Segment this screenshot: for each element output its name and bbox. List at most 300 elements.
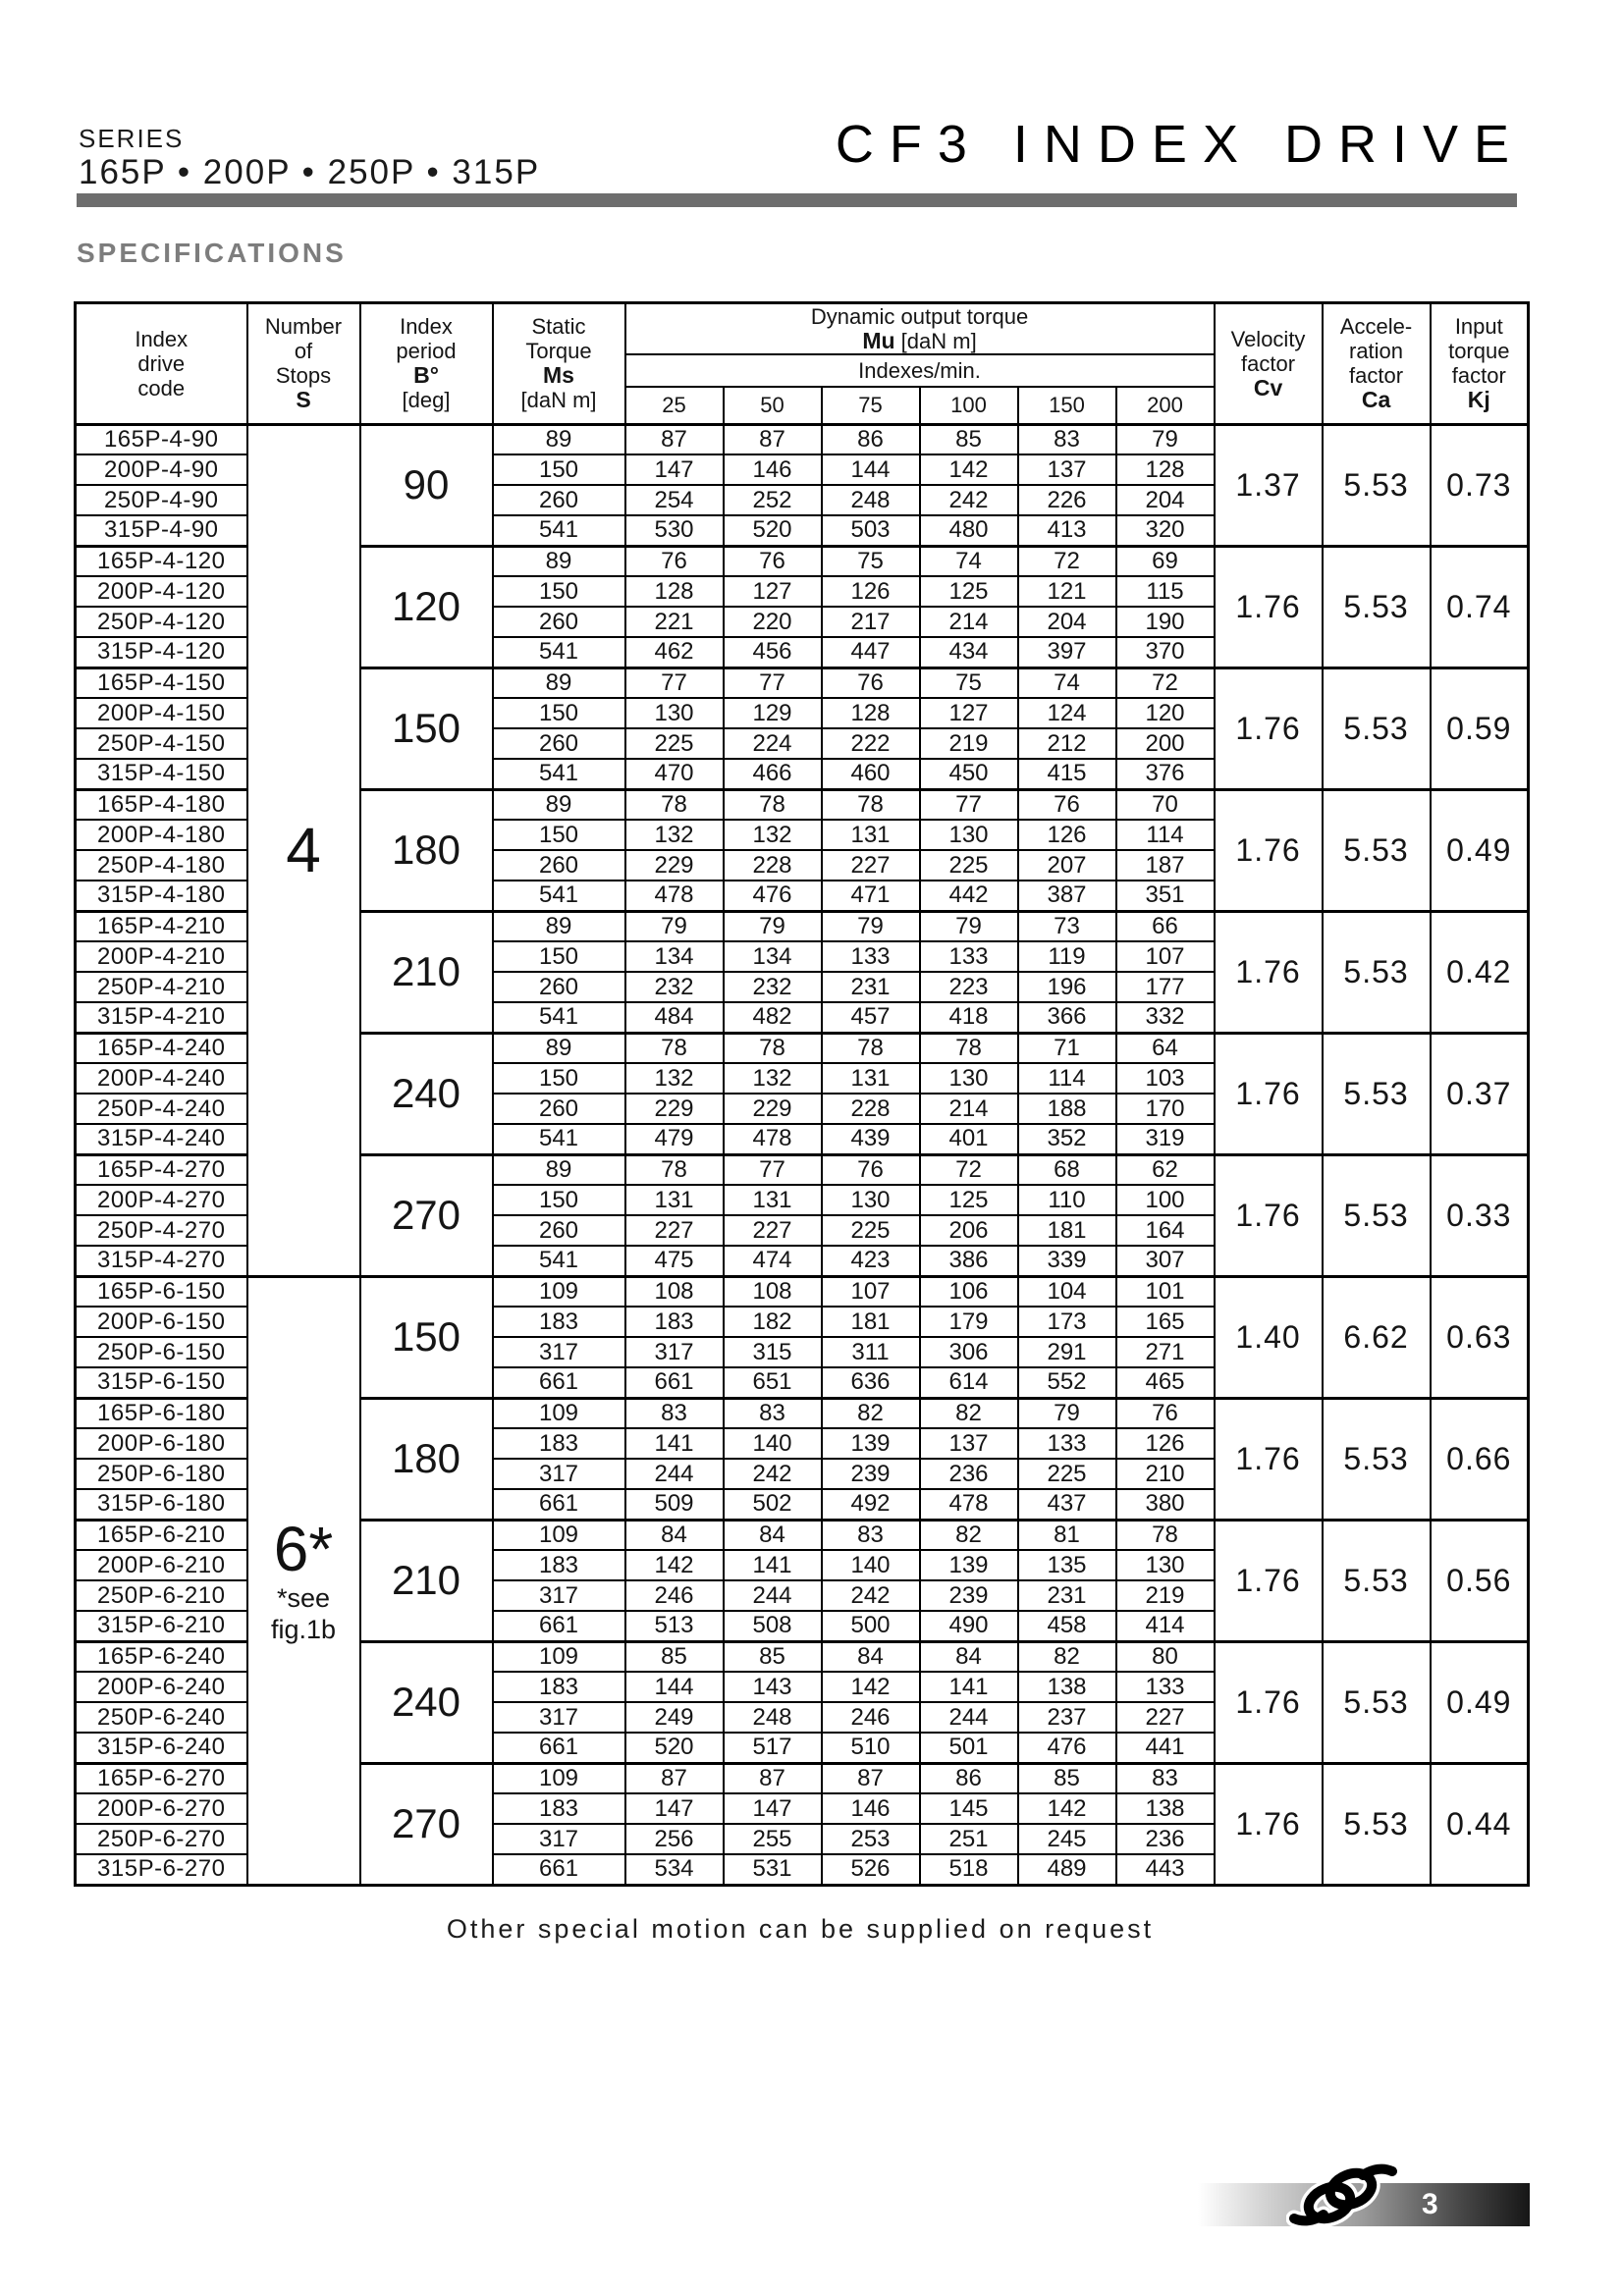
dynamic-torque-cell: 131 (625, 1185, 724, 1215)
index-drive-code-cell: 165P-4-120 (76, 546, 247, 576)
page-number: 3 (1422, 2188, 1438, 2220)
dynamic-torque-cell: 315 (724, 1337, 822, 1367)
index-drive-code-cell: 200P-4-90 (76, 454, 247, 485)
velocity-factor-cell: 1.40 (1215, 1276, 1323, 1398)
dynamic-torque-cell: 130 (1116, 1550, 1215, 1580)
input-torque-factor-cell: 0.56 (1431, 1520, 1529, 1641)
dynamic-torque-cell: 133 (1018, 1428, 1116, 1459)
velocity-factor-cell: 1.76 (1215, 667, 1323, 789)
dynamic-torque-cell: 69 (1116, 546, 1215, 576)
header-line: Torque (525, 339, 592, 364)
static-torque-cell: 317 (493, 1337, 625, 1367)
dynamic-torque-cell: 242 (724, 1459, 822, 1489)
dynamic-torque-cell: 82 (822, 1398, 920, 1428)
dynamic-torque-cell: 100 (1116, 1185, 1215, 1215)
index-drive-code-cell: 165P-4-150 (76, 667, 247, 698)
footer-note: Other special motion can be supplied on request (446, 1914, 1155, 1944)
stops-cell (247, 1276, 360, 1885)
dynamic-torque-cell: 214 (920, 607, 1018, 637)
dynamic-torque-cell: 84 (920, 1641, 1018, 1672)
header-unit: [daN m] (894, 329, 977, 353)
static-torque-cell: 317 (493, 1580, 625, 1611)
header-line: Accele- (1339, 314, 1413, 340)
dynamic-torque-cell: 380 (1116, 1489, 1215, 1520)
stops-value: 6* (273, 1514, 334, 1584)
dynamic-torque-cell: 244 (625, 1459, 724, 1489)
dynamic-torque-cell: 466 (724, 759, 822, 789)
dynamic-torque-cell: 142 (822, 1672, 920, 1702)
input-torque-factor-cell: 0.44 (1431, 1763, 1529, 1885)
dynamic-torque-cell: 220 (724, 607, 822, 637)
static-torque-cell: 317 (493, 1824, 625, 1854)
index-drive-code-cell: 200P-4-240 (76, 1063, 247, 1094)
header-symbol: Ms (543, 362, 574, 389)
dynamic-torque-cell: 242 (822, 1580, 920, 1611)
static-torque-cell: 183 (493, 1550, 625, 1580)
velocity-factor-cell: 1.76 (1215, 1520, 1323, 1641)
dynamic-torque-cell: 271 (1116, 1337, 1215, 1367)
dynamic-torque-cell: 227 (724, 1215, 822, 1246)
dynamic-torque-cell: 531 (724, 1854, 822, 1885)
company-logo-icon (1286, 2158, 1400, 2232)
dynamic-torque-cell: 246 (822, 1702, 920, 1733)
acceleration-factor-cell: 5.53 (1323, 911, 1431, 1033)
dynamic-torque-cell: 418 (920, 1002, 1018, 1033)
dynamic-torque-cell: 128 (822, 698, 920, 728)
stops-value: 4 (286, 815, 321, 885)
input-torque-factor-cell: 0.37 (1431, 1033, 1529, 1154)
col-header-acceleration-factor (1323, 303, 1431, 425)
header-line: Velocity (1230, 326, 1306, 351)
index-drive-code-cell: 315P-4-210 (76, 1002, 247, 1033)
dynamic-torque-cell: 502 (724, 1489, 822, 1520)
dynamic-torque-cell: 177 (1116, 972, 1215, 1002)
dynamic-torque-cell: 119 (1018, 941, 1116, 972)
static-torque-cell: 260 (493, 850, 625, 881)
static-torque-cell: 183 (493, 1307, 625, 1337)
index-drive-code-cell: 200P-4-120 (76, 576, 247, 607)
input-torque-factor-cell: 0.49 (1431, 1641, 1529, 1763)
static-torque-cell: 541 (493, 759, 625, 789)
dynamic-torque-cell: 462 (625, 637, 724, 667)
header-line: code (137, 375, 186, 400)
dynamic-torque-cell: 68 (1018, 1154, 1116, 1185)
header-line: Static (531, 314, 586, 340)
input-torque-factor-cell: 0.33 (1431, 1154, 1529, 1276)
static-torque-cell: 317 (493, 1702, 625, 1733)
static-torque-cell: 260 (493, 1094, 625, 1124)
dynamic-torque-cell: 236 (920, 1459, 1018, 1489)
input-torque-factor-cell: 0.73 (1431, 424, 1529, 546)
header-line: drive (137, 350, 186, 376)
dynamic-torque-cell: 84 (625, 1520, 724, 1550)
dynamic-torque-cell: 437 (1018, 1489, 1116, 1520)
dynamic-torque-cell: 81 (1018, 1520, 1116, 1550)
dynamic-torque-cell: 141 (724, 1550, 822, 1580)
dynamic-torque-cell: 66 (1116, 911, 1215, 941)
static-torque-cell: 109 (493, 1276, 625, 1307)
static-torque-cell: 183 (493, 1428, 625, 1459)
dynamic-torque-cell: 490 (920, 1611, 1018, 1641)
dynamic-torque-cell: 187 (1116, 850, 1215, 881)
dynamic-torque-cell: 339 (1018, 1246, 1116, 1276)
dynamic-torque-cell: 137 (920, 1428, 1018, 1459)
static-torque-cell: 89 (493, 424, 625, 454)
dynamic-torque-cell: 482 (724, 1002, 822, 1033)
dynamic-torque-cell: 475 (625, 1246, 724, 1276)
dynamic-torque-cell: 108 (724, 1276, 822, 1307)
dynamic-torque-cell: 74 (1018, 667, 1116, 698)
dynamic-torque-cell: 131 (822, 1063, 920, 1094)
dynamic-torque-cell: 510 (822, 1733, 920, 1763)
dynamic-torque-cell: 79 (625, 911, 724, 941)
table-row (76, 424, 1529, 454)
acceleration-factor-cell: 5.53 (1323, 789, 1431, 911)
static-torque-cell: 150 (493, 1063, 625, 1094)
index-drive-code-cell: 165P-4-90 (76, 424, 247, 454)
dynamic-torque-cell: 478 (724, 1124, 822, 1154)
static-torque-cell: 89 (493, 1154, 625, 1185)
header-line (626, 329, 1214, 353)
dynamic-torque-cell: 248 (724, 1702, 822, 1733)
dynamic-torque-cell: 78 (1116, 1520, 1215, 1550)
velocity-factor-cell: 1.76 (1215, 1763, 1323, 1885)
dynamic-torque-cell: 179 (920, 1307, 1018, 1337)
static-torque-cell: 183 (493, 1793, 625, 1824)
dynamic-torque-cell: 78 (625, 789, 724, 820)
dynamic-torque-cell: 134 (724, 941, 822, 972)
dynamic-torque-cell: 132 (724, 1063, 822, 1094)
dynamic-torque-cell: 311 (822, 1337, 920, 1367)
index-period-cell: 270 (360, 1154, 493, 1276)
index-drive-code-cell: 250P-6-210 (76, 1580, 247, 1611)
dynamic-torque-cell: 104 (1018, 1276, 1116, 1307)
static-torque-cell: 89 (493, 1033, 625, 1063)
dynamic-torque-cell: 219 (1116, 1580, 1215, 1611)
dynamic-torque-cell: 130 (920, 1063, 1018, 1094)
dynamic-torque-cell: 72 (1018, 546, 1116, 576)
dynamic-torque-cell: 520 (724, 515, 822, 546)
static-torque-cell: 150 (493, 576, 625, 607)
dynamic-torque-cell: 101 (1116, 1276, 1215, 1307)
dynamic-torque-cell: 139 (920, 1550, 1018, 1580)
dynamic-torque-cell: 223 (920, 972, 1018, 1002)
header-symbol: Ca (1361, 387, 1391, 413)
dynamic-torque-cell: 125 (920, 576, 1018, 607)
dynamic-torque-cell: 244 (724, 1580, 822, 1611)
header-symbol: Cv (1253, 374, 1283, 400)
dynamic-torque-cell: 79 (822, 911, 920, 941)
index-drive-code-cell: 250P-4-180 (76, 850, 247, 881)
dynamic-torque-cell: 78 (822, 789, 920, 820)
index-drive-code-cell: 315P-4-270 (76, 1246, 247, 1276)
static-torque-cell: 541 (493, 515, 625, 546)
index-period-cell: 150 (360, 1276, 493, 1398)
velocity-factor-cell: 1.76 (1215, 1641, 1323, 1763)
velocity-factor-cell: 1.76 (1215, 1033, 1323, 1154)
header-line: Number (264, 314, 343, 340)
dynamic-torque-cell: 414 (1116, 1611, 1215, 1641)
dynamic-torque-cell: 232 (724, 972, 822, 1002)
static-torque-cell: 661 (493, 1733, 625, 1763)
dynamic-torque-cell: 115 (1116, 576, 1215, 607)
velocity-factor-cell: 1.76 (1215, 546, 1323, 667)
dynamic-torque-cell: 143 (724, 1672, 822, 1702)
dynamic-torque-cell: 460 (822, 759, 920, 789)
dynamic-torque-cell: 86 (920, 1763, 1018, 1793)
dynamic-torque-cell: 387 (1018, 881, 1116, 911)
dynamic-torque-cell: 78 (625, 1154, 724, 1185)
dynamic-torque-cell: 183 (625, 1307, 724, 1337)
dynamic-torque-cell: 173 (1018, 1307, 1116, 1337)
dynamic-torque-cell: 144 (625, 1672, 724, 1702)
dynamic-torque-cell: 500 (822, 1611, 920, 1641)
dynamic-torque-cell: 332 (1116, 1002, 1215, 1033)
dynamic-torque-cell: 376 (1116, 759, 1215, 789)
dynamic-torque-cell: 147 (724, 1793, 822, 1824)
static-torque-cell: 661 (493, 1854, 625, 1885)
acceleration-factor-cell: 5.53 (1323, 1398, 1431, 1520)
dynamic-torque-cell: 249 (625, 1702, 724, 1733)
dynamic-torque-cell: 142 (1018, 1793, 1116, 1824)
dynamic-torque-cell: 291 (1018, 1337, 1116, 1367)
header-rule (77, 193, 1517, 207)
index-period-cell: 270 (360, 1763, 493, 1885)
dynamic-torque-cell: 128 (625, 576, 724, 607)
dynamic-torque-cell: 73 (1018, 911, 1116, 941)
index-drive-code-cell: 165P-4-270 (76, 1154, 247, 1185)
dynamic-torque-cell: 457 (822, 1002, 920, 1033)
dynamic-torque-cell: 76 (822, 1154, 920, 1185)
index-drive-code-cell: 200P-6-240 (76, 1672, 247, 1702)
dynamic-torque-cell: 79 (1116, 424, 1215, 454)
dynamic-torque-cell: 83 (625, 1398, 724, 1428)
dynamic-torque-cell: 76 (822, 667, 920, 698)
dynamic-torque-cell: 239 (822, 1459, 920, 1489)
dynamic-torque-cell: 106 (920, 1276, 1018, 1307)
dynamic-torque-cell: 87 (724, 1763, 822, 1793)
dynamic-torque-cell: 139 (822, 1428, 920, 1459)
dynamic-torque-cell: 135 (1018, 1550, 1116, 1580)
header-line: factor (1349, 363, 1404, 389)
static-torque-cell: 150 (493, 941, 625, 972)
dynamic-torque-cell: 231 (1018, 1580, 1116, 1611)
static-torque-cell: 541 (493, 1002, 625, 1033)
dynamic-torque-cell: 231 (822, 972, 920, 1002)
dynamic-torque-cell: 443 (1116, 1854, 1215, 1885)
dynamic-torque-cell: 229 (625, 850, 724, 881)
dynamic-torque-cell: 181 (822, 1307, 920, 1337)
dynamic-torque-cell: 142 (625, 1550, 724, 1580)
dynamic-torque-cell: 415 (1018, 759, 1116, 789)
index-drive-code-cell: 250P-6-180 (76, 1459, 247, 1489)
input-torque-factor-cell: 0.59 (1431, 667, 1529, 789)
dynamic-torque-cell: 484 (625, 1002, 724, 1033)
dynamic-torque-cell: 237 (1018, 1702, 1116, 1733)
dynamic-torque-cell: 146 (822, 1793, 920, 1824)
dynamic-torque-cell: 127 (724, 576, 822, 607)
dynamic-torque-cell: 226 (1018, 485, 1116, 515)
dynamic-torque-cell: 72 (1116, 667, 1215, 698)
dynamic-torque-cell: 74 (920, 546, 1018, 576)
stops-cell (247, 424, 360, 1276)
dynamic-torque-cell: 513 (625, 1611, 724, 1641)
acceleration-factor-cell: 5.53 (1323, 546, 1431, 667)
static-torque-cell: 661 (493, 1489, 625, 1520)
dynamic-torque-cell: 214 (920, 1094, 1018, 1124)
header-symbol: Kj (1467, 387, 1490, 413)
header-unit: [daN m] (520, 388, 597, 413)
dynamic-torque-cell: 441 (1116, 1733, 1215, 1763)
dynamic-torque-cell: 80 (1116, 1641, 1215, 1672)
index-period-cell: 210 (360, 1520, 493, 1641)
index-drive-code-cell: 250P-4-150 (76, 728, 247, 759)
dynamic-torque-cell: 140 (822, 1550, 920, 1580)
header-line: Stops (275, 363, 332, 389)
dynamic-torque-cell: 255 (724, 1824, 822, 1854)
dynamic-torque-cell: 636 (822, 1367, 920, 1398)
dynamic-torque-cell: 78 (724, 1033, 822, 1063)
series-label: SERIES (79, 124, 185, 153)
dynamic-torque-cell: 206 (920, 1215, 1018, 1246)
dynamic-torque-cell: 397 (1018, 637, 1116, 667)
dynamic-torque-cell: 126 (1116, 1428, 1215, 1459)
dynamic-torque-cell: 254 (625, 485, 724, 515)
velocity-factor-cell: 1.76 (1215, 1154, 1323, 1276)
index-drive-code-cell: 165P-4-210 (76, 911, 247, 941)
dynamic-torque-cell: 534 (625, 1854, 724, 1885)
index-drive-code-cell: 200P-4-210 (76, 941, 247, 972)
index-drive-code-cell: 315P-4-90 (76, 515, 247, 546)
dynamic-torque-cell: 75 (822, 546, 920, 576)
dynamic-torque-cell: 165 (1116, 1307, 1215, 1337)
dynamic-torque-cell: 320 (1116, 515, 1215, 546)
dynamic-torque-cell: 87 (822, 1763, 920, 1793)
col-header-input-torque-factor (1431, 303, 1529, 425)
input-torque-factor-cell: 0.49 (1431, 789, 1529, 911)
static-torque-cell: 661 (493, 1611, 625, 1641)
dynamic-torque-cell: 413 (1018, 515, 1116, 546)
index-period-cell: 180 (360, 1398, 493, 1520)
dynamic-torque-cell: 164 (1116, 1215, 1215, 1246)
dynamic-torque-cell: 107 (1116, 941, 1215, 972)
dynamic-torque-cell: 370 (1116, 637, 1215, 667)
dynamic-torque-cell: 82 (920, 1398, 1018, 1428)
dynamic-torque-cell: 131 (822, 820, 920, 850)
index-drive-code-cell: 250P-4-90 (76, 485, 247, 515)
index-drive-code-cell: 250P-4-210 (76, 972, 247, 1002)
dynamic-torque-cell: 85 (724, 1641, 822, 1672)
static-torque-cell: 260 (493, 728, 625, 759)
index-drive-code-cell: 250P-6-150 (76, 1337, 247, 1367)
dynamic-torque-cell: 84 (724, 1520, 822, 1550)
acceleration-factor-cell: 5.53 (1323, 1033, 1431, 1154)
static-torque-cell: 317 (493, 1459, 625, 1489)
dynamic-torque-cell: 130 (920, 820, 1018, 850)
index-period-cell: 210 (360, 911, 493, 1033)
dynamic-torque-cell: 221 (625, 607, 724, 637)
dynamic-torque-cell: 470 (625, 759, 724, 789)
dynamic-torque-cell: 228 (724, 850, 822, 881)
stops-note: *see (276, 1583, 331, 1613)
dynamic-torque-cell: 552 (1018, 1367, 1116, 1398)
col-header-rate-75: 75 (822, 387, 920, 424)
static-torque-cell: 109 (493, 1398, 625, 1428)
dynamic-torque-cell: 141 (625, 1428, 724, 1459)
dynamic-torque-cell: 130 (822, 1185, 920, 1215)
index-drive-code-cell: 315P-6-240 (76, 1733, 247, 1763)
dynamic-torque-cell: 84 (822, 1641, 920, 1672)
static-torque-cell: 109 (493, 1520, 625, 1550)
acceleration-factor-cell: 5.53 (1323, 1520, 1431, 1641)
index-drive-code-cell: 315P-6-150 (76, 1367, 247, 1398)
dynamic-torque-cell: 144 (822, 454, 920, 485)
index-drive-code-cell: 165P-4-180 (76, 789, 247, 820)
dynamic-torque-cell: 225 (920, 850, 1018, 881)
col-header-index-drive-code (76, 303, 247, 425)
index-drive-code-cell: 315P-4-150 (76, 759, 247, 789)
static-torque-cell: 150 (493, 1185, 625, 1215)
header-line: period (396, 339, 457, 364)
dynamic-torque-cell: 228 (822, 1094, 920, 1124)
input-torque-factor-cell: 0.74 (1431, 546, 1529, 667)
dynamic-torque-cell: 212 (1018, 728, 1116, 759)
dynamic-torque-cell: 319 (1116, 1124, 1215, 1154)
dynamic-torque-cell: 222 (822, 728, 920, 759)
velocity-factor-cell: 1.76 (1215, 789, 1323, 911)
acceleration-factor-cell: 5.53 (1323, 667, 1431, 789)
index-drive-code-cell: 200P-6-210 (76, 1550, 247, 1580)
header-symbol: Mu (862, 328, 895, 353)
dynamic-torque-cell: 87 (625, 1763, 724, 1793)
dynamic-torque-cell: 196 (1018, 972, 1116, 1002)
table-row (76, 1276, 1529, 1307)
dynamic-torque-cell: 517 (724, 1733, 822, 1763)
index-drive-code-cell: 200P-4-180 (76, 820, 247, 850)
index-drive-code-cell: 250P-6-270 (76, 1824, 247, 1854)
dynamic-torque-cell: 110 (1018, 1185, 1116, 1215)
header-line: factor (1241, 350, 1296, 376)
dynamic-torque-cell: 190 (1116, 607, 1215, 637)
dynamic-torque-cell: 85 (1018, 1763, 1116, 1793)
dynamic-torque-cell: 225 (822, 1215, 920, 1246)
section-title: SPECIFICATIONS (77, 238, 347, 268)
static-torque-cell: 541 (493, 1246, 625, 1276)
dynamic-torque-cell: 182 (724, 1307, 822, 1337)
dynamic-torque-cell: 133 (920, 941, 1018, 972)
static-torque-cell: 89 (493, 546, 625, 576)
dynamic-torque-cell: 132 (724, 820, 822, 850)
acceleration-factor-cell: 5.53 (1323, 424, 1431, 546)
dynamic-torque-cell: 79 (920, 911, 1018, 941)
acceleration-factor-cell: 6.62 (1323, 1276, 1431, 1398)
dynamic-torque-cell: 229 (724, 1094, 822, 1124)
col-header-index-period (360, 303, 493, 425)
static-torque-cell: 109 (493, 1763, 625, 1793)
dynamic-torque-cell: 317 (625, 1337, 724, 1367)
dynamic-torque-cell: 114 (1116, 820, 1215, 850)
dynamic-torque-cell: 207 (1018, 850, 1116, 881)
dynamic-torque-cell: 124 (1018, 698, 1116, 728)
index-drive-code-cell: 315P-6-180 (76, 1489, 247, 1520)
dynamic-torque-cell: 450 (920, 759, 1018, 789)
dynamic-torque-cell: 503 (822, 515, 920, 546)
dynamic-torque-cell: 401 (920, 1124, 1018, 1154)
dynamic-torque-cell: 465 (1116, 1367, 1215, 1398)
dynamic-torque-cell: 87 (724, 424, 822, 454)
dynamic-torque-cell: 77 (625, 667, 724, 698)
dynamic-torque-cell: 423 (822, 1246, 920, 1276)
